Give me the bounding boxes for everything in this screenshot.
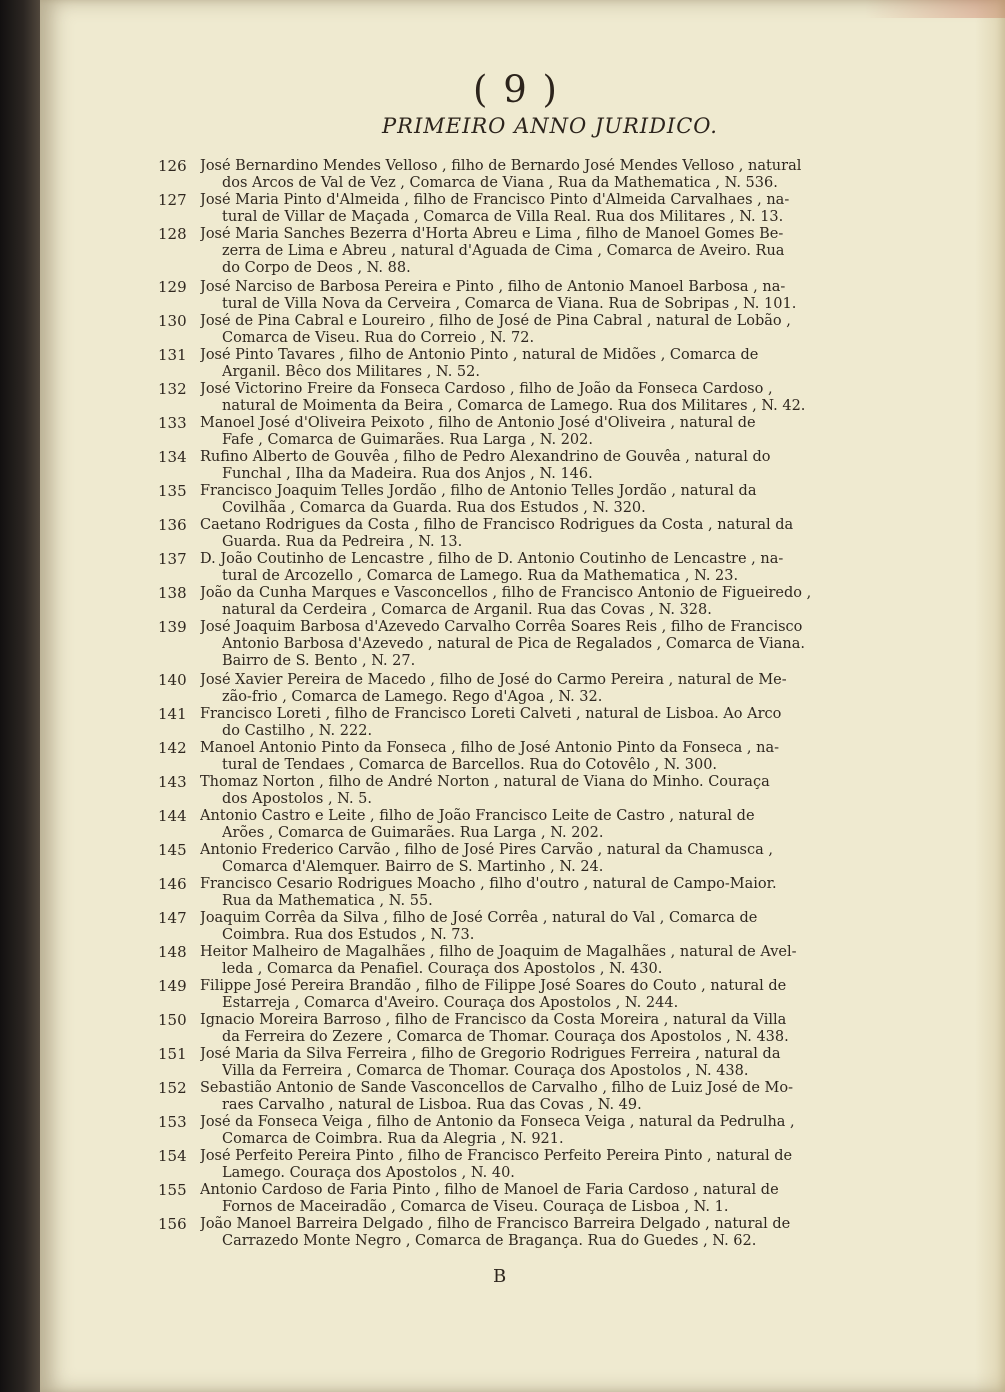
entry-text-line: Lamego. Couraça dos Apostolos , N. 40. [222, 1165, 515, 1181]
entry-text-line: raes Carvalho , natural de Lisboa. Rua das Covas , N. 49. [222, 1097, 642, 1113]
entry-text-line: Comarca de Coimbra. Rua da Alegria , N. 921. [222, 1131, 564, 1147]
list-item [0, 1080, 965, 1114]
entry-text-line: José Victorino Freire da Fonseca Cardoso , filho de João da Fonseca Cardoso , [200, 381, 773, 397]
entry-text-line: Francisco Loreti , filho de Francisco Loreti Calveti , natural de Lisboa. Ao Arco [200, 706, 782, 722]
list-item [0, 313, 965, 347]
entry-number: 145 [158, 841, 187, 859]
entry-text-line: Arganil. Bêco dos Militares , N. 52. [222, 364, 480, 380]
entry-number: 135 [158, 482, 187, 500]
entry-text-line: Manoel Antonio Pinto da Fonseca , filho de José Antonio Pinto da Fonseca , na- [200, 740, 780, 756]
list-item [0, 672, 965, 706]
entry-text-line: João da Cunha Marques e Vasconcellos , filho de Francisco Antonio de Figueiredo , [200, 585, 812, 601]
entry-number: 153 [158, 1113, 187, 1131]
signature-mark: B [493, 1266, 507, 1287]
entry-text-line: Thomaz Norton , filho de André Norton , natural de Viana do Minho. Couraça [200, 774, 770, 790]
entry-text-line: Villa da Ferreira , Comarca de Thomar. Couraça dos Apostolos , N. 438. [222, 1063, 749, 1079]
entry-text-line: Guarda. Rua da Pedreira , N. 13. [222, 534, 463, 550]
entry-number: 138 [158, 584, 187, 602]
list-item [0, 978, 965, 1012]
list-item [0, 740, 965, 774]
list-item [0, 449, 965, 483]
entry-number: 136 [158, 516, 187, 534]
entry-number: 150 [158, 1011, 187, 1029]
entry-text-line: José da Fonseca Veiga , filho de Antonio da Fonseca Veiga , natural da Pedrulha , [200, 1114, 795, 1130]
entry-number: 156 [158, 1215, 187, 1233]
list-item [0, 842, 965, 876]
list-item [0, 1216, 965, 1250]
entry-text-line: tural de Villar de Maçada , Comarca de Villa Real. Rua dos Militares , N. 13. [222, 209, 784, 225]
entry-text-line: do Castilho , N. 222. [222, 723, 373, 739]
entry-text-line: Bairro de S. Bento , N. 27. [222, 653, 416, 669]
entry-text-line: Rua da Mathematica , N. 55. [222, 893, 433, 909]
entry-text-line: leda , Comarca da Penafiel. Couraça dos Apostolos , N. 430. [222, 961, 663, 977]
entry-number: 134 [158, 448, 187, 466]
entry-text-line: João Manoel Barreira Delgado , filho de Francisco Barreira Delgado , natural de [200, 1216, 791, 1232]
list-item [0, 192, 965, 226]
entry-number: 131 [158, 346, 187, 364]
list-item [0, 1046, 965, 1080]
list-item [0, 347, 965, 381]
entry-number: 151 [158, 1045, 187, 1063]
entry-text-line: da Ferreira do Zezere , Comarca de Thomar. Couraça dos Apostolos , N. 438. [222, 1029, 789, 1045]
entry-number: 143 [158, 773, 187, 791]
entry-text-line: Comarca de Viseu. Rua do Correio , N. 72. [222, 330, 535, 346]
entry-number: 126 [158, 157, 187, 175]
entry-number: 149 [158, 977, 187, 995]
entry-text-line: José Perfeito Pereira Pinto , filho de Francisco Perfeito Pereira Pinto , natural de [200, 1148, 793, 1164]
entry-text-line: Ignacio Moreira Barroso , filho de Francisco da Costa Moreira , natural da Villa [200, 1012, 787, 1028]
entry-text-line: zerra de Lima e Abreu , natural d'Aguada de Cima , Comarca de Aveiro. Rua [222, 243, 785, 259]
section-title: PRIMEIRO ANNO JURIDICO. [382, 114, 718, 138]
entry-text-line: Francisco Joaquim Telles Jordão , filho de Antonio Telles Jordão , natural da [200, 483, 757, 499]
list-item [0, 619, 965, 670]
entry-text-line: José Xavier Pereira de Macedo , filho de José do Carmo Pereira , natural de Me- [200, 672, 787, 688]
entry-text-line: Fornos de Maceiradão , Comarca de Viseu. Couraça de Lisboa , N. 1. [222, 1199, 729, 1215]
list-item [0, 944, 965, 978]
entry-number: 140 [158, 671, 187, 689]
entry-number: 139 [158, 618, 187, 636]
entry-number: 146 [158, 875, 187, 893]
entry-text-line: José Maria da Silva Ferreira , filho de Gregorio Rodrigues Ferreira , natural da [200, 1046, 781, 1062]
edge-stain [865, 0, 1005, 18]
entry-number: 154 [158, 1147, 187, 1165]
entry-text-line: Antonio Barbosa d'Azevedo , natural de Pica de Regalados , Comarca de Viana. [222, 636, 805, 652]
entry-text-line: José Maria Pinto d'Almeida , filho de Francisco Pinto d'Almeida Carvalhaes , na- [200, 192, 790, 208]
entry-text-line: tural de Villa Nova da Cerveira , Comarca de Viana. Rua de Sobripas , N. 101. [222, 296, 797, 312]
list-item [0, 808, 965, 842]
list-item [0, 1114, 965, 1148]
entry-text-line: Antonio Cardoso de Faria Pinto , filho de Manoel de Faria Cardoso , natural de [200, 1182, 779, 1198]
list-item [0, 551, 965, 585]
entry-text-line: Sebastião Antonio de Sande Vasconcellos de Carvalho , filho de Luiz José de Mo- [200, 1080, 793, 1096]
entry-text-line: Antonio Frederico Carvão , filho de José Pires Carvão , natural da Chamusca , [200, 842, 773, 858]
entry-number: 152 [158, 1079, 187, 1097]
list-item [0, 415, 965, 449]
entry-number: 155 [158, 1181, 187, 1199]
entry-text-line: Fafe , Comarca de Guimarães. Rua Larga , N. 202. [222, 432, 593, 448]
entry-text-line: Estarreja , Comarca d'Aveiro. Couraça dos Apostolos , N. 244. [222, 995, 679, 1011]
entry-text-line: Carrazedo Monte Negro , Comarca de Bragança. Rua do Guedes , N. 62. [222, 1233, 757, 1249]
entry-text-line: zão-frio , Comarca de Lamego. Rego d'Agoa , N. 32. [222, 689, 603, 705]
list-item [0, 876, 965, 910]
list-item [0, 517, 965, 551]
entry-number: 148 [158, 943, 187, 961]
entry-text-line: do Corpo de Deos , N. 88. [222, 260, 411, 276]
entry-text-line: José Maria Sanches Bezerra d'Horta Abreu e Lima , filho de Manoel Gomes Be- [200, 226, 784, 242]
list-item [0, 774, 965, 808]
entry-text-line: Caetano Rodrigues da Costa , filho de Francisco Rodrigues da Costa , natural da [200, 517, 794, 533]
entry-number: 141 [158, 705, 187, 723]
list-item [0, 279, 965, 313]
entry-number: 130 [158, 312, 187, 330]
list-item [0, 483, 965, 517]
entry-text-line: Francisco Cesario Rodrigues Moacho , filho d'outro , natural de Campo-Maior. [200, 876, 777, 892]
list-item [0, 706, 965, 740]
entry-text-line: Arões , Comarca de Guimarães. Rua Larga , N. 202. [222, 825, 604, 841]
list-item [0, 1182, 965, 1216]
entry-text-line: Antonio Castro e Leite , filho de João Francisco Leite de Castro , natural de [200, 808, 755, 824]
list-item [0, 158, 965, 192]
entry-number: 129 [158, 278, 187, 296]
entry-text-line: Heitor Malheiro de Magalhães , filho de Joaquim de Magalhães , natural de Avel- [200, 944, 797, 960]
entry-text-line: Funchal , Ilha da Madeira. Rua dos Anjos , N. 146. [222, 466, 593, 482]
list-item [0, 585, 965, 619]
list-item [0, 1012, 965, 1046]
entry-text-line: tural de Tendaes , Comarca de Barcellos. Rua do Cotovêlo , N. 300. [222, 757, 718, 773]
entry-text-line: José de Pina Cabral e Loureiro , filho de José de Pina Cabral , natural de Lobão , [200, 313, 791, 329]
entry-text-line: natural da Cerdeira , Comarca de Arganil. Rua das Covas , N. 328. [222, 602, 712, 618]
entry-text-line: dos Arcos de Val de Vez , Comarca de Viana , Rua da Mathematica , N. 536. [222, 175, 778, 191]
entry-text-line: Coimbra. Rua dos Estudos , N. 73. [222, 927, 475, 943]
entry-text-line: Rufino Alberto de Gouvêa , filho de Pedro Alexandrino de Gouvêa , natural do [200, 449, 771, 465]
entry-text-line: Covilhãa , Comarca da Guarda. Rua dos Estudos , N. 320. [222, 500, 646, 516]
entry-text-line: José Bernardino Mendes Velloso , filho de Bernardo José Mendes Velloso , natural [200, 158, 802, 174]
entry-number: 127 [158, 191, 187, 209]
entry-text-line: Joaquim Corrêa da Silva , filho de José Corrêa , natural do Val , Comarca de [200, 910, 758, 926]
entry-number: 144 [158, 807, 187, 825]
entry-text-line: José Narciso de Barbosa Pereira e Pinto , filho de Antonio Manoel Barbosa , na- [200, 279, 786, 295]
entry-text-line: Filippe José Pereira Brandão , filho de Filippe José Soares do Couto , natural de [200, 978, 787, 994]
entry-text-line: José Joaquim Barbosa d'Azevedo Carvalho Corrêa Soares Reis , filho de Francisco [200, 619, 803, 635]
entry-number: 142 [158, 739, 187, 757]
entry-text-line: D. João Coutinho de Lencastre , filho de D. Antonio Coutinho de Lencastre , na- [200, 551, 784, 567]
entry-number: 137 [158, 550, 187, 568]
entry-text-line: tural de Arcozello , Comarca de Lamego. Rua da Mathematica , N. 23. [222, 568, 739, 584]
list-item [0, 1148, 965, 1182]
list-item [0, 381, 965, 415]
entry-number: 133 [158, 414, 187, 432]
entry-text-line: dos Apostolos , N. 5. [222, 791, 372, 807]
page-number: ( 9 ) [473, 68, 559, 111]
list-item [0, 910, 965, 944]
entry-text-line: José Pinto Tavares , filho de Antonio Pinto , natural de Midões , Comarca de [200, 347, 759, 363]
entry-text-line: Manoel José d'Oliveira Peixoto , filho de Antonio José d'Oliveira , natural de [200, 415, 756, 431]
entry-text-line: natural de Moimenta da Beira , Comarca de Lamego. Rua dos Militares , N. 42. [222, 398, 806, 414]
entry-text-line: Comarca d'Alemquer. Bairro de S. Martinho , N. 24. [222, 859, 604, 875]
list-item [0, 226, 965, 277]
entry-number: 128 [158, 225, 187, 243]
entry-number: 147 [158, 909, 187, 927]
entry-number: 132 [158, 380, 187, 398]
